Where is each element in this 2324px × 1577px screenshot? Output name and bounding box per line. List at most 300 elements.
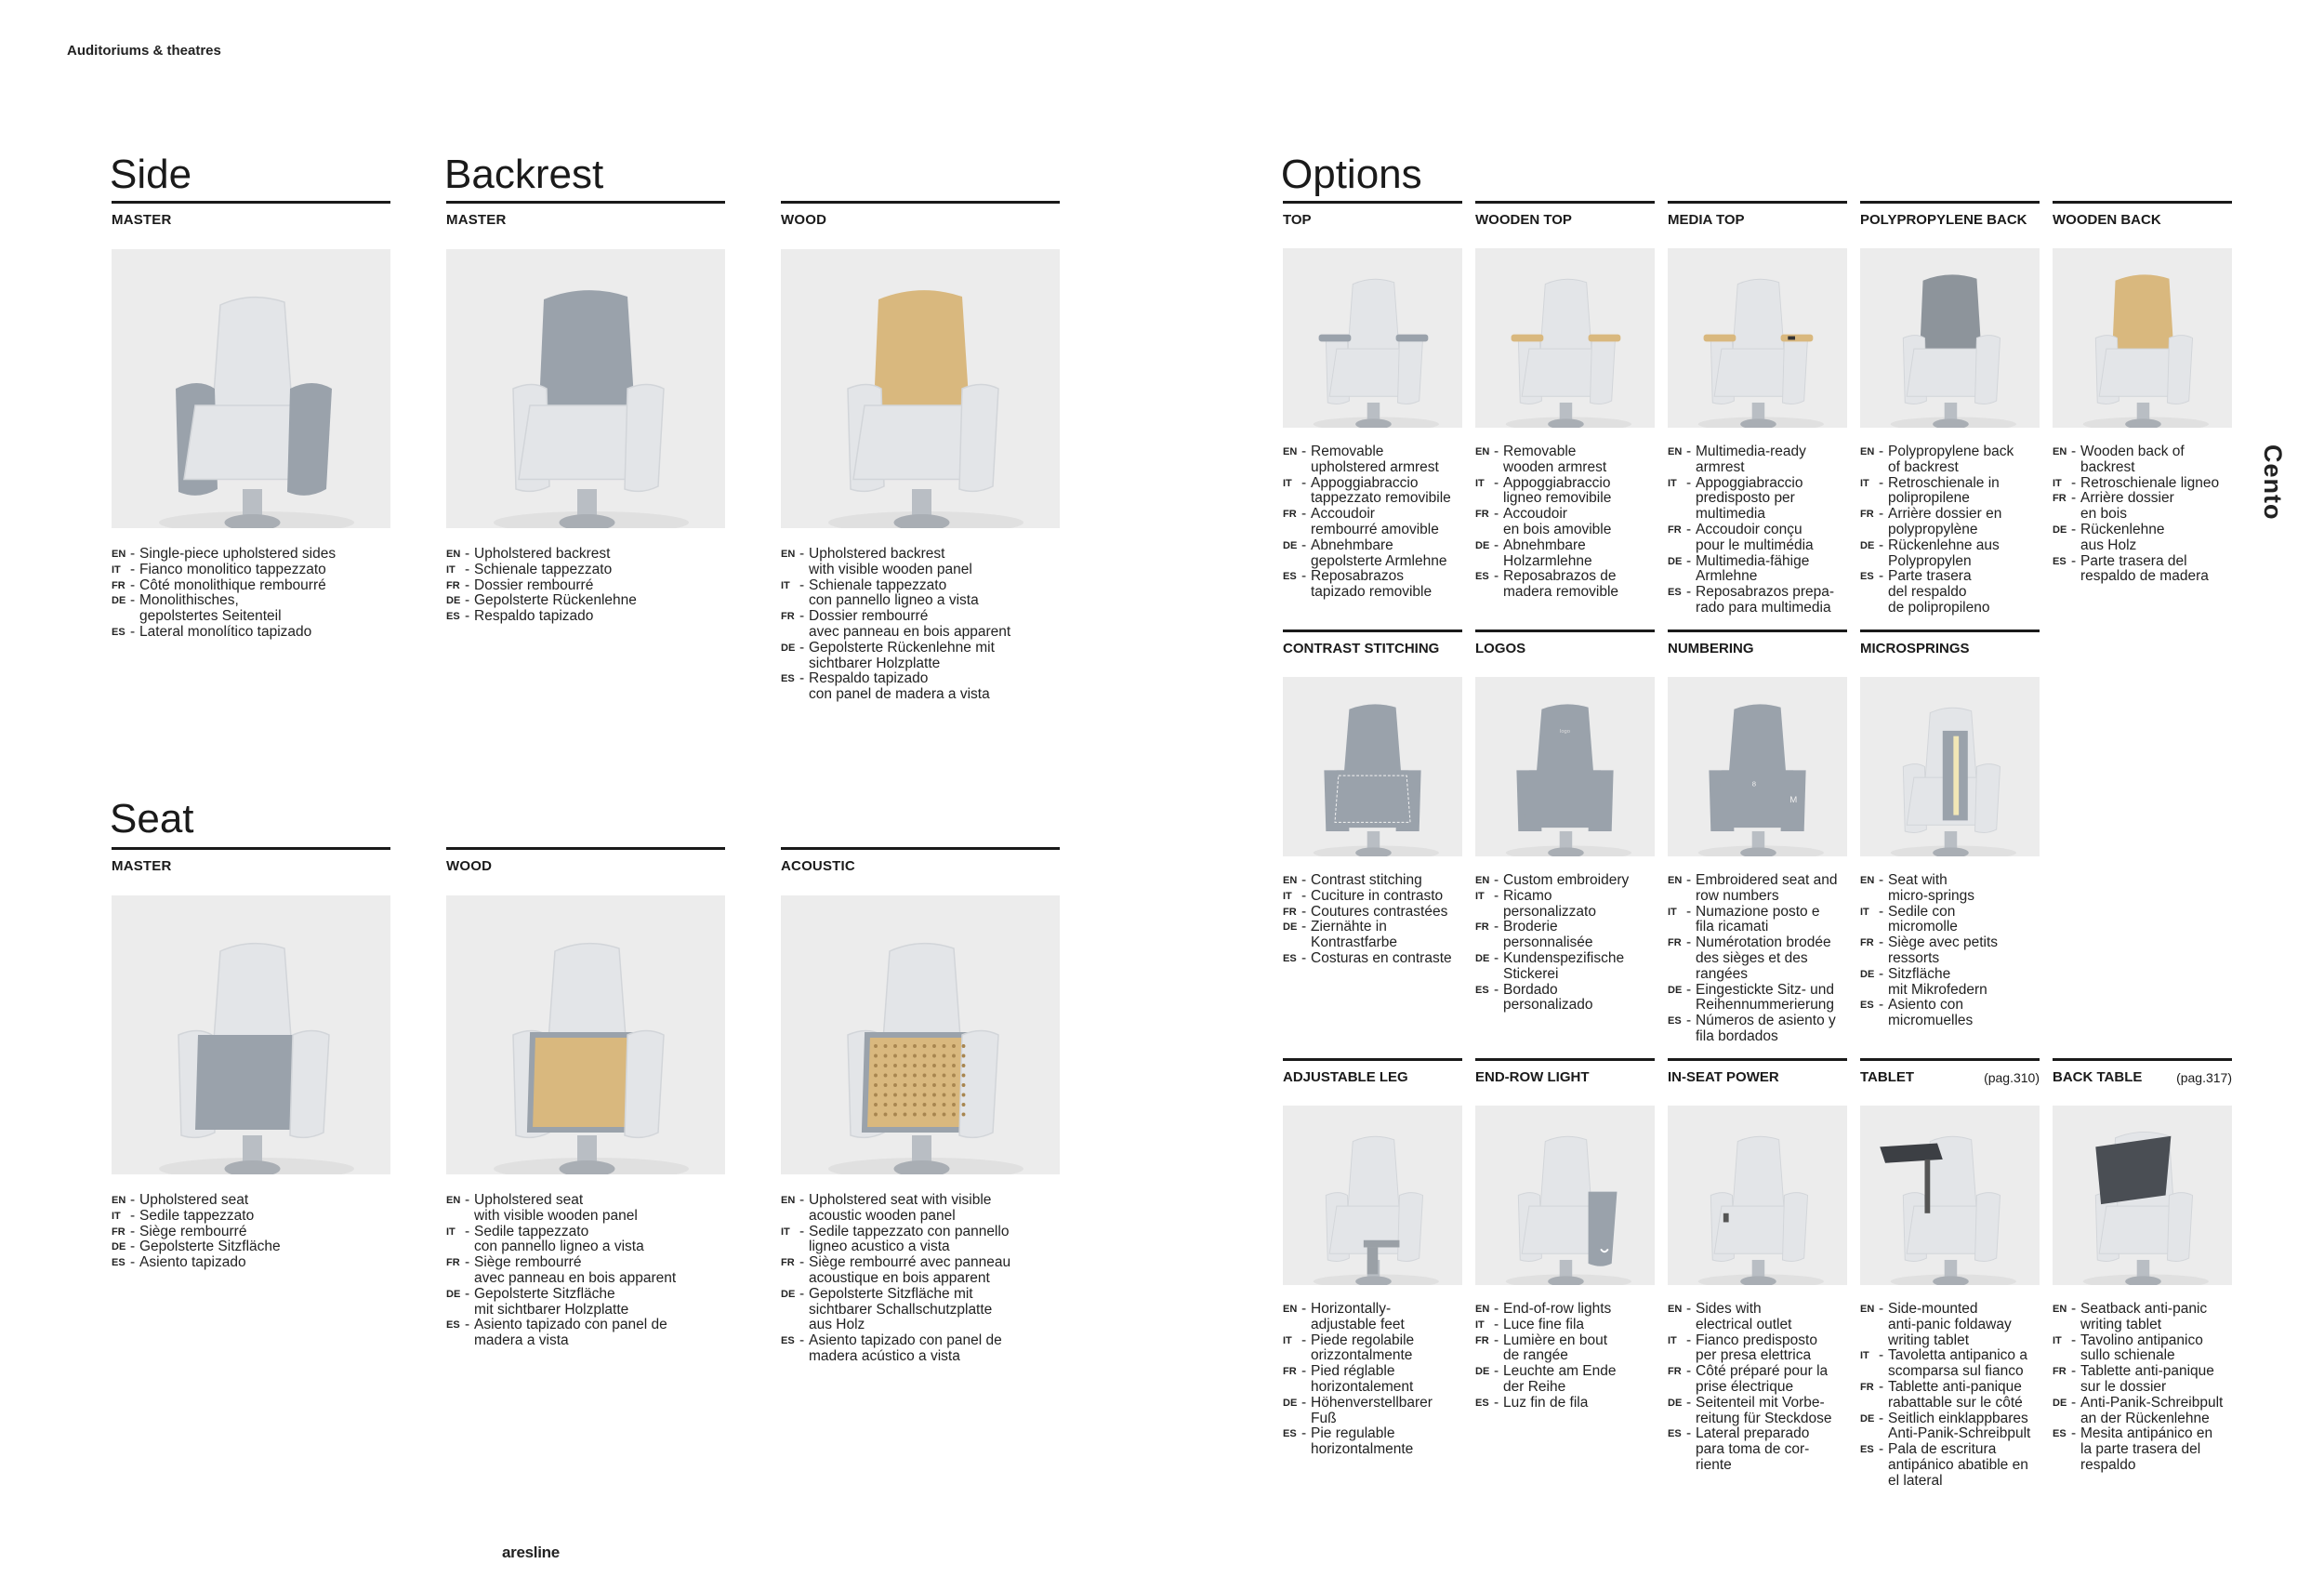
separator-dash: - — [465, 608, 470, 625]
item-label-text: TABLET — [1860, 1069, 1915, 1085]
language-code: DE — [112, 1241, 126, 1253]
page-header: Auditoriums & theatres — [67, 43, 221, 59]
translation-row — [1860, 905, 2040, 936]
language-code: FR — [1860, 937, 1874, 949]
translation-row — [1283, 951, 1462, 967]
section-rule — [1860, 201, 2040, 204]
separator-dash: - — [2071, 1425, 2077, 1442]
translation-row — [1475, 507, 1655, 538]
item-label-text: ADJUSTABLE LEG — [1283, 1069, 1408, 1085]
translation-row — [2053, 1364, 2232, 1396]
translation-row — [112, 563, 390, 578]
language-code: EN — [1475, 446, 1490, 457]
section-rule — [1668, 1058, 1847, 1061]
description-text: Sedile tappezzato con pannello ligneo a vista — [474, 1223, 644, 1255]
description-text: Luce fine fila — [1503, 1316, 1585, 1332]
item-backrest-wood — [781, 201, 1060, 703]
language-code: DE — [1860, 968, 1875, 980]
separator-dash: - — [1494, 1394, 1499, 1411]
separator-dash: - — [1494, 1363, 1499, 1380]
chair-in-seat-power-icon — [1668, 1106, 1847, 1285]
description-text: Parte trasera del respaldo de madera — [2080, 552, 2209, 585]
section-title-side: Side — [110, 152, 192, 197]
chair-upholstered-sides-icon — [112, 249, 390, 528]
translation-row — [781, 547, 1060, 578]
translation-row — [1668, 444, 1847, 476]
option-back-table — [2053, 1058, 2232, 1474]
section-title-seat: Seat — [110, 796, 194, 842]
separator-dash: - — [465, 1317, 470, 1333]
separator-dash: - — [1301, 919, 1307, 935]
brand-logo: aresline — [502, 1544, 560, 1561]
section-rule — [2053, 201, 2232, 204]
description-text: Upholstered seat with visible acoustic wooden panel — [809, 1192, 992, 1224]
separator-dash: - — [465, 1285, 470, 1302]
description-text: Bordado personalizado — [1503, 981, 1593, 1014]
language-code: EN — [1475, 1304, 1490, 1315]
multilingual-description — [2053, 444, 2232, 585]
translation-row — [1860, 873, 2040, 905]
translation-row — [446, 1225, 725, 1256]
section-rule — [1668, 201, 1847, 204]
separator-dash: - — [1494, 506, 1499, 523]
separator-dash: - — [2071, 1332, 2077, 1348]
description-text: Broderie personnalisée — [1503, 919, 1593, 951]
separator-dash: - — [1494, 949, 1499, 966]
translation-row — [1860, 935, 2040, 967]
section-rule — [2053, 1058, 2232, 1061]
chair-upholstered-armrest-icon — [1283, 248, 1462, 428]
separator-dash: - — [1879, 537, 1884, 553]
translation-row — [781, 1225, 1060, 1256]
language-code: EN — [2053, 1304, 2067, 1315]
separator-dash: - — [799, 1332, 805, 1349]
description-text: Multimedia-fähige Armlehne — [1696, 552, 1810, 585]
translation-row — [446, 1255, 725, 1287]
description-text: Respaldo tapizado — [474, 608, 594, 625]
separator-dash: - — [1686, 552, 1692, 569]
language-code: IT — [2053, 1334, 2062, 1346]
separator-dash: - — [1301, 568, 1307, 585]
description-text: Reposabrazos tapizado removible — [1311, 568, 1433, 601]
section-rule — [781, 201, 1060, 204]
translation-row — [1860, 444, 2040, 476]
description-text: Pala de escritura antipánico abatible en el lateral — [1888, 1441, 2028, 1489]
translation-row — [1475, 983, 1655, 1014]
chair-upholstered-seat-icon — [112, 895, 390, 1174]
description-text: Leuchte am Ende der Reihe — [1503, 1363, 1617, 1395]
description-text: Sedile tappezzato con pannello ligneo acustico a vista — [809, 1223, 1010, 1255]
separator-dash: - — [799, 1254, 805, 1271]
item-seat-acoustic — [781, 847, 1060, 1365]
description-text: Upholstered backrest with visible wooden panel — [809, 546, 972, 577]
language-code: ES — [781, 1335, 795, 1347]
item-label-text: WOOD — [446, 858, 493, 874]
language-code: ES — [1860, 1444, 1874, 1456]
language-code: FR — [1668, 523, 1682, 536]
description-text: Costuras en contraste — [1311, 949, 1452, 966]
language-code: IT — [1283, 1334, 1292, 1346]
description-text: Single-piece upholstered sides — [139, 546, 337, 562]
multilingual-description — [1668, 444, 1847, 616]
separator-dash: - — [130, 1254, 136, 1271]
language-code: ES — [1283, 952, 1297, 964]
language-code: IT — [1668, 1334, 1677, 1346]
description-text: Gepolsterte Sitzfläche mit sichtbarer Holzplatte — [474, 1285, 629, 1318]
item-label-text: MASTER — [112, 858, 172, 874]
separator-dash: - — [2071, 1394, 2077, 1411]
translation-row — [1668, 1396, 1847, 1427]
item-label — [1475, 1068, 1655, 1087]
separator-dash: - — [1494, 919, 1499, 935]
option-media-top — [1668, 201, 1847, 616]
language-code: ES — [112, 626, 125, 638]
description-text: Asiento tapizado con panel de madera a vista — [474, 1317, 667, 1349]
separator-dash: - — [2071, 474, 2077, 491]
separator-dash: - — [130, 546, 136, 562]
translation-row — [2053, 1333, 2232, 1365]
description-text: Tablette anti-panique sur le dossier — [2080, 1363, 2214, 1395]
description-text: Abnehmbare gepolsterte Armlehne — [1311, 537, 1447, 569]
language-code: EN — [1860, 1304, 1875, 1315]
description-text: Horizontally- adjustable feet — [1311, 1301, 1405, 1332]
option-polypropylene-back — [1860, 201, 2040, 616]
separator-dash: - — [2071, 1363, 2077, 1380]
multilingual-description — [112, 1193, 390, 1271]
separator-dash: - — [1879, 872, 1884, 888]
description-text: Numérotation brodée des sièges et des rangées — [1696, 934, 1831, 982]
separator-dash: - — [799, 608, 805, 625]
separator-dash: - — [1686, 521, 1692, 537]
option-numbering — [1668, 629, 1847, 1045]
description-text: Accoudoir en bois amovible — [1503, 506, 1612, 537]
item-label-text: CONTRAST STITCHING — [1283, 641, 1440, 656]
description-text: Arrière dossier en polypropylène — [1888, 506, 2002, 537]
section-rule — [1283, 201, 1462, 204]
translation-row — [1475, 873, 1655, 889]
section-rule — [112, 847, 390, 850]
item-side-master — [112, 201, 390, 641]
chair-back-table-icon — [2053, 1106, 2232, 1285]
separator-dash: - — [1494, 872, 1499, 888]
description-text: Fianco monolitico tappezzato — [139, 561, 326, 577]
separator-dash: - — [1879, 965, 1884, 982]
language-code: FR — [1283, 509, 1297, 521]
language-code: FR — [781, 611, 795, 623]
language-code: FR — [2053, 1366, 2067, 1378]
description-text: Siège rembourré avec panneau acoustique en bois apparent — [809, 1254, 1011, 1286]
description-text: Ziernähte in Kontrastfarbe — [1311, 919, 1398, 951]
translation-row — [1860, 507, 2040, 538]
language-code: DE — [446, 595, 461, 607]
translation-row — [1860, 1348, 2040, 1380]
separator-dash: - — [799, 576, 805, 593]
chair-wooden-armrest-icon — [1475, 248, 1655, 428]
item-seat-master — [112, 847, 390, 1271]
separator-dash: - — [130, 1223, 136, 1239]
item-label — [781, 857, 1060, 876]
translation-row — [1668, 983, 1847, 1014]
item-label — [1668, 211, 1847, 230]
item-label — [1283, 211, 1462, 230]
description-text: Pied réglable horizontalement — [1311, 1363, 1414, 1395]
language-code: EN — [1475, 875, 1490, 886]
separator-dash: - — [1494, 474, 1499, 491]
multilingual-description — [1860, 873, 2040, 1029]
language-code: FR — [1283, 1366, 1297, 1378]
description-text: Luz fin de fila — [1503, 1394, 1589, 1411]
description-text: Höhenverstellbarer Fuß — [1311, 1394, 1433, 1426]
description-text: Parte trasera del respaldo de polipropileno — [1888, 568, 1990, 616]
option-end-row-light — [1475, 1058, 1655, 1411]
description-text: Sitzfläche mit Mikrofedern — [1888, 965, 1987, 998]
language-code: FR — [1475, 921, 1489, 934]
language-code: DE — [446, 1288, 461, 1300]
translation-row — [1668, 1364, 1847, 1396]
language-code: ES — [2053, 1428, 2067, 1440]
description-text: Sedile tappezzato — [139, 1207, 255, 1224]
page-reference: (pag.317) — [2176, 1070, 2232, 1085]
translation-row — [781, 641, 1060, 672]
item-label-text: END-ROW LIGHT — [1475, 1069, 1590, 1085]
description-text: Lateral preparado para toma de cor- riente — [1696, 1425, 1810, 1473]
chair-numbering-icon — [1668, 677, 1847, 856]
separator-dash: - — [1686, 981, 1692, 998]
separator-dash: - — [1879, 1347, 1884, 1364]
separator-dash: - — [1301, 1394, 1307, 1411]
chair-contrast-stitching-icon — [1283, 677, 1462, 856]
description-text: Siège rembourré avec panneau en bois apparent — [474, 1254, 677, 1286]
description-text: Polypropylene back of backrest — [1888, 444, 2014, 475]
description-text: Accoudoir conçu pour le multimédia — [1696, 521, 1814, 553]
translation-row — [446, 593, 725, 609]
section-rule — [1283, 629, 1462, 632]
translation-row — [2053, 476, 2232, 492]
option-wooden-top — [1475, 201, 1655, 601]
separator-dash: - — [1301, 1301, 1307, 1317]
separator-dash: - — [1879, 474, 1884, 491]
separator-dash: - — [799, 546, 805, 562]
language-code: ES — [1475, 571, 1489, 583]
language-code: FR — [1860, 1381, 1874, 1393]
description-text: Gepolsterte Rückenlehne mit sichtbarer Holzplatte — [809, 639, 995, 671]
language-code: DE — [2053, 523, 2067, 536]
language-code: FR — [781, 1257, 795, 1269]
translation-row — [781, 1333, 1060, 1365]
translation-row — [1668, 1333, 1847, 1365]
description-text: Kundenspezifische Stickerei — [1503, 949, 1625, 982]
chair-wooden-backrest-icon — [781, 249, 1060, 528]
item-label-text: TOP — [1283, 212, 1312, 228]
description-text: Côté préparé pour la prise électrique — [1696, 1363, 1829, 1395]
description-text: Numazione posto e fila ricamati — [1696, 903, 1820, 935]
language-code: FR — [1668, 1366, 1682, 1378]
language-code: IT — [1860, 906, 1869, 918]
svg-text:8: 8 — [1751, 779, 1757, 788]
language-code: ES — [1860, 1000, 1874, 1012]
translation-row — [1860, 569, 2040, 616]
translation-row — [781, 578, 1060, 610]
multilingual-description — [446, 547, 725, 625]
chair-polypropylene-back-icon — [1860, 248, 2040, 428]
language-code: IT — [781, 1226, 790, 1238]
language-code: IT — [446, 563, 456, 576]
language-code: IT — [1475, 477, 1485, 489]
translation-row — [1860, 998, 2040, 1029]
translation-row — [2053, 1302, 2232, 1333]
item-label-text: LOGOS — [1475, 641, 1526, 656]
translation-row — [1668, 905, 1847, 936]
separator-dash: - — [1879, 568, 1884, 585]
language-code: DE — [781, 1288, 796, 1300]
language-code: DE — [1475, 952, 1490, 964]
description-text: Seat with micro-springs — [1888, 872, 1975, 904]
multilingual-description — [1475, 873, 1655, 1014]
option-contrast-stitching — [1283, 629, 1462, 967]
chair-side-tablet-icon — [1860, 1106, 2040, 1285]
language-code: FR — [446, 579, 460, 591]
section-rule — [1860, 1058, 2040, 1061]
language-code: IT — [1860, 1350, 1869, 1362]
language-code: ES — [446, 611, 460, 623]
description-text: Eingestickte Sitz- und Reihennummerierung — [1696, 981, 1835, 1014]
option-adjustable-leg — [1283, 1058, 1462, 1458]
translation-row — [781, 609, 1060, 641]
translation-row — [781, 671, 1060, 703]
translation-row — [2053, 444, 2232, 476]
multilingual-description — [2053, 1302, 2232, 1474]
separator-dash: - — [1879, 934, 1884, 951]
translation-row — [2053, 1396, 2232, 1427]
item-label-text: NUMBERING — [1668, 641, 1754, 656]
language-code: FR — [1283, 906, 1297, 918]
language-code: DE — [1668, 555, 1683, 567]
multilingual-description — [1475, 1302, 1655, 1411]
description-text: Wooden back of backrest — [2080, 444, 2185, 475]
language-code: EN — [112, 1195, 126, 1206]
translation-row — [1283, 444, 1462, 476]
item-label — [781, 211, 1060, 230]
item-seat-wood — [446, 847, 725, 1349]
description-text: Reposabrazos de madera removible — [1503, 568, 1619, 601]
description-text: Rückenlehne aus Holz — [2080, 521, 2165, 553]
description-text: Accoudoir rembourré amovible — [1311, 506, 1439, 537]
description-text: Embroidered seat and row numbers — [1696, 872, 1838, 904]
language-code: EN — [1668, 446, 1683, 457]
item-label — [1475, 211, 1655, 230]
language-code: ES — [112, 1257, 125, 1269]
description-text: Abnehmbare Holzarmlehne — [1503, 537, 1592, 569]
separator-dash: - — [2071, 521, 2077, 537]
separator-dash: - — [1879, 1301, 1884, 1317]
separator-dash: - — [1879, 903, 1884, 920]
separator-dash: - — [465, 1254, 470, 1271]
translation-row — [1283, 889, 1462, 905]
separator-dash: - — [1494, 568, 1499, 585]
page-reference: (pag.310) — [1984, 1070, 2040, 1085]
multilingual-description — [1668, 1302, 1847, 1474]
translation-row — [446, 1318, 725, 1349]
translation-row — [446, 1193, 725, 1225]
description-text: Números de asiento y fila bordados — [1696, 1013, 1836, 1044]
language-code: IT — [1860, 477, 1869, 489]
separator-dash: - — [1494, 1332, 1499, 1348]
item-label-text: MASTER — [112, 212, 172, 228]
description-text: Seitlich einklappbares Anti-Panik-Schreibpult — [1888, 1410, 2031, 1442]
description-text: Coutures contrastées — [1311, 903, 1448, 920]
translation-row — [781, 1193, 1060, 1225]
item-label-text: MICROSPRINGS — [1860, 641, 1970, 656]
section-rule — [446, 847, 725, 850]
language-code: IT — [112, 1210, 121, 1222]
separator-dash: - — [465, 561, 470, 577]
language-code: IT — [1283, 477, 1292, 489]
translation-row — [112, 1225, 390, 1240]
translation-row — [1283, 569, 1462, 601]
multilingual-description — [1668, 873, 1847, 1045]
language-code: ES — [1475, 1397, 1489, 1409]
translation-row — [1475, 951, 1655, 983]
language-code: ES — [781, 673, 795, 685]
language-code: EN — [112, 549, 126, 560]
chair-wooden-seat-icon — [446, 895, 725, 1174]
section-rule — [1668, 629, 1847, 632]
language-code: FR — [1860, 509, 1874, 521]
translation-row — [1668, 554, 1847, 586]
chair-media-armrest-icon — [1668, 248, 1847, 428]
section-rule — [446, 201, 725, 204]
separator-dash: - — [1879, 506, 1884, 523]
description-text: Dossier rembourré — [474, 576, 594, 593]
item-label-text: WOODEN TOP — [1475, 212, 1572, 228]
description-text: Côté monolithique rembourré — [139, 576, 326, 593]
description-text: Contrast stitching — [1311, 872, 1422, 888]
separator-dash: - — [1686, 584, 1692, 601]
translation-row — [1475, 889, 1655, 921]
separator-dash: - — [1879, 1441, 1884, 1458]
separator-dash: - — [130, 561, 136, 577]
language-code: EN — [781, 1195, 796, 1206]
description-text: Seitenteil mit Vorbe- reitung für Steckdose — [1696, 1394, 1832, 1426]
language-code: ES — [1860, 571, 1874, 583]
separator-dash: - — [465, 546, 470, 562]
translation-row — [1475, 1364, 1655, 1396]
separator-dash: - — [799, 1192, 805, 1208]
translation-row — [2053, 491, 2232, 523]
description-text: Asiento con micromuelles — [1888, 997, 1974, 1029]
separator-dash: - — [465, 592, 470, 609]
description-text: Side-mounted anti-panic foldaway writing tablet — [1888, 1301, 2012, 1348]
section-rule — [781, 847, 1060, 850]
translation-row — [781, 1287, 1060, 1333]
description-text: Siège avec petits ressorts — [1888, 934, 1999, 966]
separator-dash: - — [1301, 949, 1307, 966]
separator-dash: - — [130, 1239, 136, 1255]
language-code: ES — [1668, 1428, 1682, 1440]
translation-row — [1283, 873, 1462, 889]
language-code: DE — [1475, 539, 1490, 551]
language-code: IT — [112, 563, 121, 576]
translation-row — [112, 578, 390, 594]
separator-dash: - — [2071, 444, 2077, 459]
description-text: Tavolino antipanico sullo schienale — [2080, 1332, 2203, 1364]
translation-row — [2053, 523, 2232, 554]
language-code: IT — [781, 579, 790, 591]
separator-dash: - — [1301, 474, 1307, 491]
description-text: Removable wooden armrest — [1503, 444, 1607, 475]
item-label-text: MASTER — [446, 212, 507, 228]
translation-row — [1283, 476, 1462, 508]
